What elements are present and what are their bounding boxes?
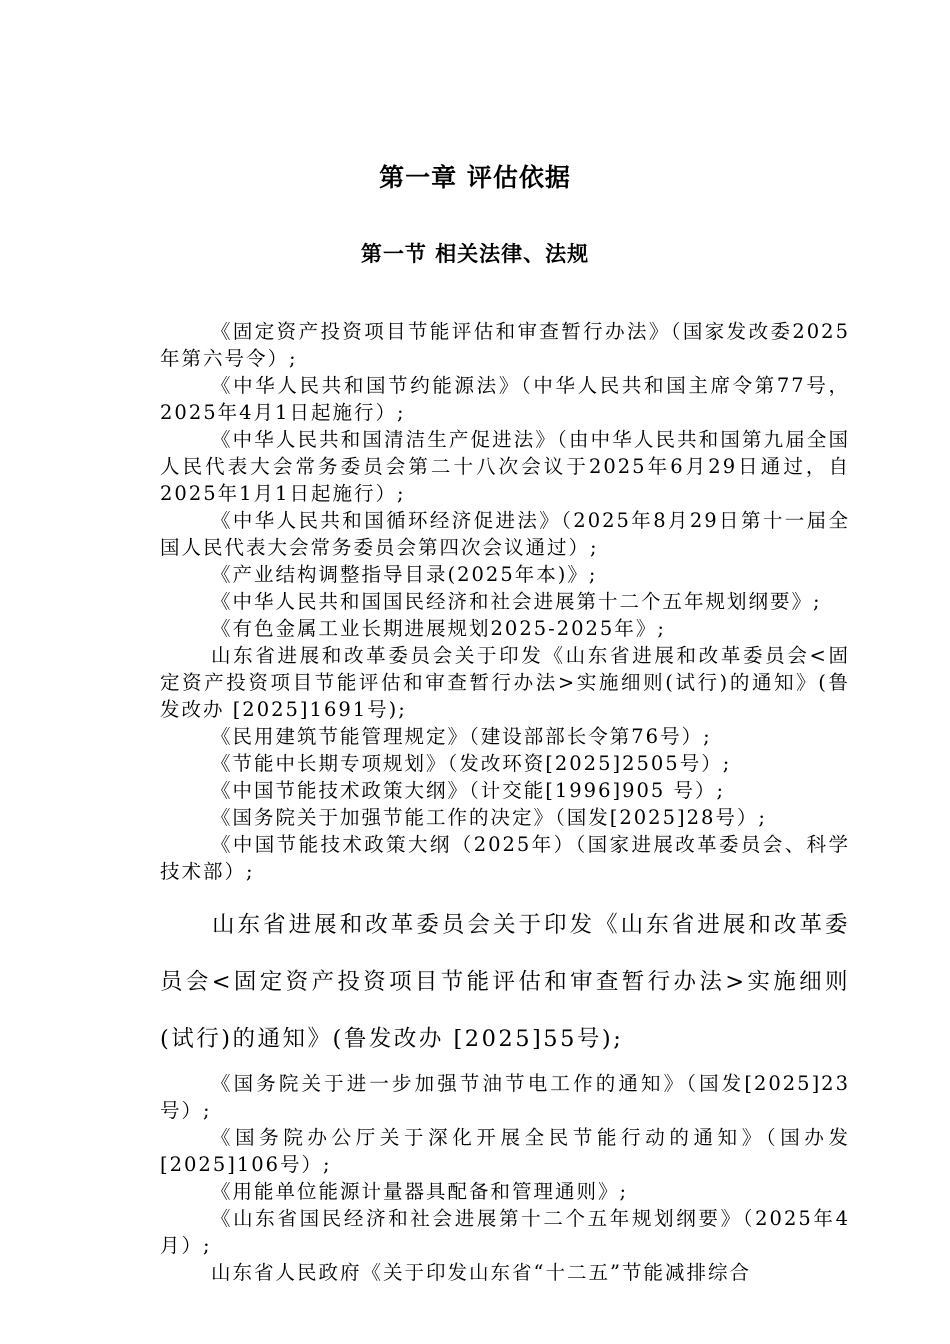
regulation-item: 《国务院关于进一步加强节油节电工作的通知》（国发[2025]23号）;: [160, 1072, 850, 1122]
regulation-item: 《有色金属工业长期进展规划2025-2025年》;: [211, 617, 666, 640]
regulation-item: 《产业结构调整指导目录(2025年本)》;: [211, 563, 598, 586]
regulation-item: 山东省人民政府《关于印发山东省“十二五”节能减排综合: [211, 1261, 751, 1284]
regulation-item-wide: 山东省进展和改革委员会关于印发《山东省进展和改革委员会<固定资产投资项目节能评估和审查暂行办法>实施细则(试行)的通知》(鲁发改办 [2025]55号);: [160, 912, 850, 1052]
regulation-item: 《民用建筑节能管理规定》（建设部部长令第76号）;: [211, 725, 712, 748]
regulation-item: 《节能中长期专项规划》（发改环资[2025]2505号）;: [211, 752, 732, 775]
regulation-item: 《中华人民共和国循环经济促进法》（2025年8月29日第十一届全国人民代表大会常务委员会第四次会议通过）;: [160, 509, 850, 559]
regulation-item: 《国务院办公厅关于深化开展全民节能行动的通知》（国办发[2025]106号）;: [160, 1126, 850, 1176]
regulation-item: 山东省进展和改革委员会关于印发《山东省进展和改革委员会<固定资产投资项目节能评估和审查暂行办法>实施细则(试行)的通知》(鲁发改办 [2025]1691号);: [160, 644, 850, 721]
regulation-item: 《中华人民共和国节约能源法》（中华人民共和国主席令第77号，2025年4月1日起施行）;: [160, 374, 850, 424]
chapter-title: 第一章 评估依据: [379, 163, 571, 192]
regulation-item: 《中华人民共和国清洁生产促进法》（由中华人民共和国第九届全国人民代表大会常务委员会第二十八次会议于2025年6月29日通过，自2025年1月1日起施行）;: [160, 428, 850, 505]
document-body: [160, 318, 850, 1286]
regulation-item: 《国务院关于加强节能工作的决定》（国发[2025]28号）;: [211, 806, 767, 829]
regulation-item: 《用能单位能源计量器具配备和管理通则》;: [211, 1180, 629, 1203]
regulation-item: 《中国节能技术政策大纲（2025年）（国家进展改革委员会、科学技术部）;: [160, 833, 850, 883]
regulation-item: 《山东省国民经济和社会进展第十二个五年规划纲要》（2025年4月）;: [160, 1207, 850, 1257]
regulation-item: 《固定资产投资项目节能评估和审查暂行办法》（国家发改委2025年第六号令）;: [160, 320, 850, 370]
regulation-item: 《中华人民共和国国民经济和社会进展第十二个五年规划纲要》;: [211, 590, 822, 613]
section-title: 第一节 相关法律、法规: [360, 242, 590, 266]
regulation-item: 《中国节能技术政策大纲》（计交能[1996]905 号）;: [211, 779, 726, 802]
